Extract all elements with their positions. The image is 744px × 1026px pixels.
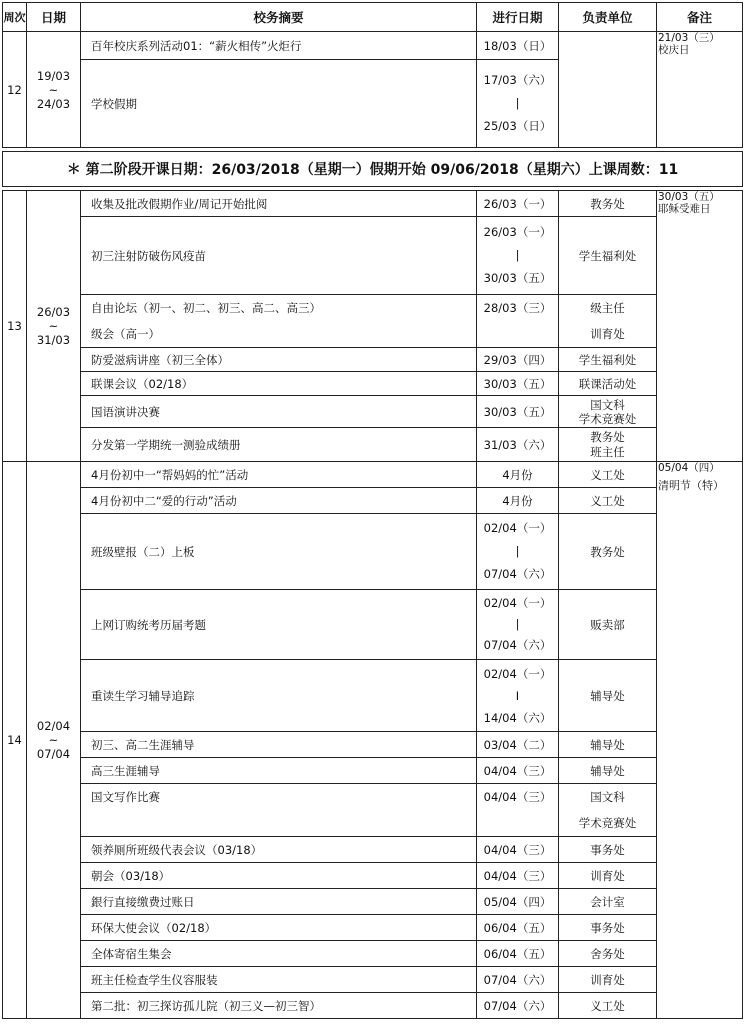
banner-row	[3, 152, 743, 187]
event-unit: 学生福利处	[559, 217, 657, 295]
table-row	[3, 889, 743, 915]
date-start: 19/03	[36, 68, 71, 83]
event-unit	[559, 295, 657, 348]
event-date: 28/03（三）	[477, 295, 559, 348]
range-bar: |	[515, 544, 520, 558]
table-row	[3, 428, 743, 462]
event-date: 07/04（六）	[477, 967, 559, 993]
remark-date: 30/03（五）	[658, 191, 720, 203]
event-item: 4月份初中一“帮妈妈的忙”活动	[81, 462, 477, 488]
range-to: 30/03（五）	[483, 271, 552, 285]
table-row	[3, 217, 743, 295]
date-tilde: ~	[48, 82, 59, 97]
table-row	[3, 295, 743, 348]
week-remark	[657, 32, 743, 148]
event-date: 03/04（二）	[477, 732, 559, 758]
event-unit	[559, 784, 657, 837]
range-bar: |	[515, 248, 520, 262]
event-unit: 训育处	[559, 967, 657, 993]
event-item: 初三注射防破伤风疫苗	[81, 217, 477, 295]
event-date: 18/03（日）	[477, 32, 559, 60]
unit-line2: 学术竞赛处	[578, 816, 637, 830]
table-row	[3, 863, 743, 889]
event-date: 06/04（五）	[477, 941, 559, 967]
date-tilde: ~	[48, 733, 59, 747]
event-unit: 训育处	[559, 863, 657, 889]
event-unit: 义工处	[559, 488, 657, 514]
event-item	[81, 295, 477, 348]
event-item: 收集及批改假期作业/周记开始批阅	[81, 191, 477, 217]
event-unit	[559, 32, 657, 148]
event-date: 04/04（三）	[477, 863, 559, 889]
event-date-range	[477, 590, 559, 660]
event-unit	[559, 428, 657, 462]
event-item: 重读生学习辅导追踪	[81, 660, 477, 732]
table-row	[3, 32, 743, 60]
event-item: 国文写作比赛	[81, 784, 477, 837]
event-unit: 义工处	[559, 462, 657, 488]
event-item-line1: 自由论坛（初一、初二、初三、高二、高三）	[91, 301, 321, 315]
unit-line2: 训育处	[590, 327, 625, 341]
event-item: 防爱滋病讲座（初三全体）	[81, 348, 477, 372]
event-date: 4月份	[477, 488, 559, 514]
table-row	[3, 590, 743, 660]
header-summary: 校务摘要	[81, 3, 477, 32]
range-from: 02/04（一）	[483, 596, 552, 610]
event-item: 銀行直接缴费过账日	[81, 889, 477, 915]
table-row	[3, 372, 743, 396]
event-unit	[559, 396, 657, 428]
event-date: 05/04（四）	[477, 889, 559, 915]
second-term-banner: ＊ 第二阶段开课日期：26/03/2018（星期一）假期开始 09/06/2018（星期六）上课周数：11	[3, 152, 743, 187]
table-row	[3, 967, 743, 993]
event-unit: 事务处	[559, 915, 657, 941]
date-end: 07/04	[36, 747, 71, 761]
table-row	[3, 488, 743, 514]
week-remark	[657, 462, 743, 1019]
event-unit: 辅导处	[559, 660, 657, 732]
unit-line2: 学术竞赛处	[578, 411, 637, 426]
event-date: 04/04（三）	[477, 837, 559, 863]
event-date: 30/03（五）	[477, 396, 559, 428]
table-row	[3, 784, 743, 837]
week-date-range	[27, 32, 81, 148]
table-row	[3, 191, 743, 217]
week-date-range	[27, 462, 81, 1019]
range-to: 25/03（日）	[483, 119, 552, 133]
remark-text: 耶稣受难日	[658, 203, 711, 215]
unit-line1: 国文科	[590, 790, 625, 804]
table-row	[3, 837, 743, 863]
table-row	[3, 396, 743, 428]
table-row	[3, 732, 743, 758]
event-item-line2: 级会（高一）	[91, 327, 160, 341]
header-remark: 备注	[657, 3, 743, 32]
event-item: 分发第一学期统一测验成绩册	[81, 428, 477, 462]
unit-line1: 级主任	[590, 301, 625, 315]
range-from: 17/03（六）	[483, 73, 552, 87]
unit-line2: 班主任	[590, 444, 625, 459]
event-unit: 学生福利处	[559, 348, 657, 372]
week-number: 13	[3, 191, 27, 462]
event-item: 班级壁报（二）上板	[81, 514, 477, 590]
header-progress-date: 进行日期	[477, 3, 559, 32]
range-from: 02/04（一）	[483, 521, 552, 535]
date-start: 02/04	[36, 719, 71, 733]
unit-line1: 国文科	[590, 397, 625, 412]
event-date: 26/03（一）	[477, 191, 559, 217]
unit-line1: 教务处	[590, 429, 625, 444]
remark-date: 05/04（四）	[658, 462, 720, 474]
range-from: 26/03（一）	[483, 225, 552, 239]
week-number: 12	[3, 32, 27, 148]
table-row	[3, 758, 743, 784]
table-row	[3, 462, 743, 488]
school-calendar-table	[2, 2, 743, 1019]
event-date: 04/04（三）	[477, 758, 559, 784]
range-to: 14/04（六）	[483, 710, 552, 725]
date-end: 31/03	[36, 333, 71, 347]
date-start: 26/03	[36, 305, 71, 319]
range-from: 02/04（一）	[483, 666, 552, 681]
week-number: 14	[3, 462, 27, 1019]
event-date: 29/03（四）	[477, 348, 559, 372]
event-unit: 教务处	[559, 191, 657, 217]
range-bar: |	[515, 617, 520, 631]
event-date: 4月份	[477, 462, 559, 488]
event-date: 07/04（六）	[477, 993, 559, 1019]
table-row	[3, 941, 743, 967]
remark-text: 清明节（特）	[658, 479, 724, 492]
event-item: 学校假期	[81, 60, 477, 148]
event-item: 联课会议（02/18）	[81, 372, 477, 396]
range-to: 07/04（六）	[483, 567, 552, 581]
table-row	[3, 514, 743, 590]
event-item: 国语演讲决赛	[81, 396, 477, 428]
event-item: 班主任检查学生仪容服装	[81, 967, 477, 993]
event-date: 31/03（六）	[477, 428, 559, 462]
event-date-range	[477, 217, 559, 295]
event-unit: 联课活动处	[559, 372, 657, 396]
table-row	[3, 915, 743, 941]
header-week: 周次	[3, 3, 27, 32]
date-end: 24/03	[36, 96, 71, 111]
header-responsible-unit: 负责单位	[559, 3, 657, 32]
event-unit: 贩卖部	[559, 590, 657, 660]
event-item: 初三、高二生涯辅导	[81, 732, 477, 758]
date-tilde: ~	[48, 319, 59, 333]
event-unit: 教务处	[559, 514, 657, 590]
event-unit: 舍务处	[559, 941, 657, 967]
week-date-range	[27, 191, 81, 462]
event-item: 全体寄宿生集会	[81, 941, 477, 967]
event-item: 朝会（03/18）	[81, 863, 477, 889]
event-date-range	[477, 514, 559, 590]
table-row	[3, 993, 743, 1019]
event-item: 第二批：初三探访孤儿院（初三义—初三智）	[81, 993, 477, 1019]
event-date-range	[477, 60, 559, 148]
event-item: 领养厕所班级代表会议（03/18）	[81, 837, 477, 863]
event-unit: 义工处	[559, 993, 657, 1019]
week-remark	[657, 191, 743, 462]
header-date: 日期	[27, 3, 81, 32]
event-date: 04/04（三）	[477, 784, 559, 837]
event-unit: 辅导处	[559, 732, 657, 758]
table-row	[3, 348, 743, 372]
event-date: 30/03（五）	[477, 372, 559, 396]
range-bar: |	[515, 96, 520, 110]
event-item: 高三生涯辅导	[81, 758, 477, 784]
event-date-range	[477, 660, 559, 732]
event-item: 百年校庆系列活动01：“薪火相传”火炬行	[81, 32, 477, 60]
header-row	[3, 3, 743, 32]
table-row	[3, 660, 743, 732]
event-date: 06/04（五）	[477, 915, 559, 941]
event-item: 环保大使会议（02/18）	[81, 915, 477, 941]
remark-date: 21/03（三）	[658, 32, 720, 44]
event-unit: 事务处	[559, 837, 657, 863]
range-to: 07/04（六）	[483, 638, 552, 652]
event-item: 4月份初中二“爱的行动”活动	[81, 488, 477, 514]
remark-text: 校庆日	[658, 44, 690, 56]
range-bar: I	[515, 688, 520, 703]
event-unit: 会计室	[559, 889, 657, 915]
event-unit: 辅导处	[559, 758, 657, 784]
event-item: 上网订购统考历届考题	[81, 590, 477, 660]
